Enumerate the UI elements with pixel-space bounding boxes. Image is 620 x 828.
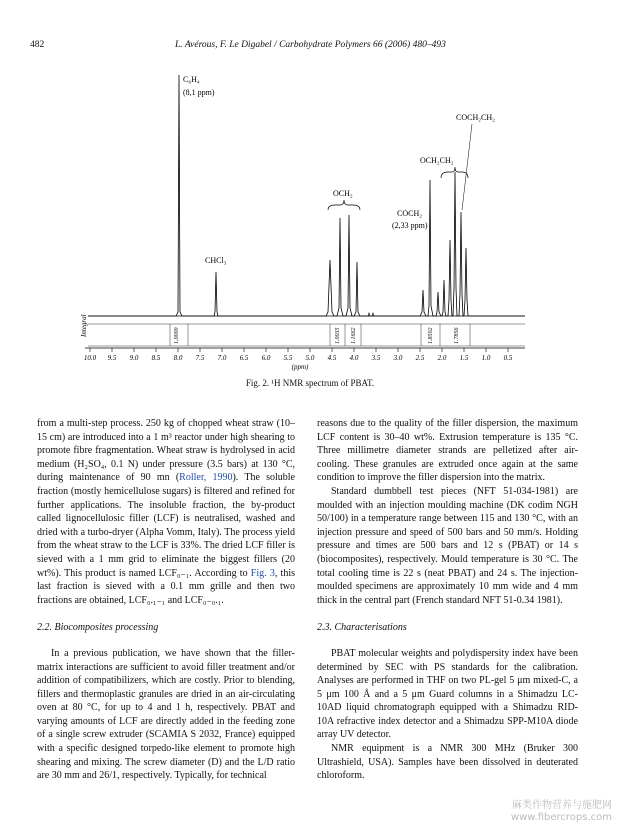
label-c6h4-ppm: (8,1 ppm)	[183, 88, 215, 97]
integral-value: 1.8502	[428, 327, 434, 344]
x-axis-tick-label: 0.5	[503, 354, 513, 362]
x-axis-ticks	[84, 348, 513, 362]
running-header-citation: L. Avérous, F. Le Digabel / Carbohydrate Polymers 66 (2006) 480–493	[175, 40, 446, 50]
integral-brackets	[170, 324, 470, 346]
nmr-spectrum-figure	[0, 0, 620, 375]
label-och2: OCH₂	[333, 189, 353, 198]
label-coch2ch2: COCH₂CH₂	[456, 113, 495, 122]
bracket-och2ch2	[441, 167, 468, 178]
x-axis-tick-label: 10.0	[83, 354, 97, 362]
x-axis-tick-label: 8.5	[151, 354, 161, 362]
x-axis-tick-label: 9.5	[107, 354, 117, 362]
x-axis-tick-label: 9.0	[129, 354, 139, 362]
x-axis-tick-label: 2.5	[415, 354, 425, 362]
label-coch2: COCH₂	[397, 209, 423, 218]
label-coch2-ppm: (2,33 ppm)	[392, 221, 428, 230]
integral-value: 1.7856	[454, 327, 460, 344]
right-paragraph-2: Standard dumbbell test pieces (NFT 51-034-1981) are moulded with an injection moulding machine (DK codim NGH 50/100) in a temperature range between 115 and 130 °C, with an injection pressure and speed of 500 bars and 50 mm/s. Holding pressure and times are 500 bars and 12 s (PBAT) or 14 s (biocomposites), respectively. Mould temperature is 30 °C. The total cooling time is 22 s (neat PBAT) and 24 s. The injection-moulded specimens are approximately 10 mm wide and 4 mm thick in the central part (French standard NFT 51-0.34 1981).	[317, 485, 578, 606]
leader-coch2ch2	[462, 124, 472, 210]
integral-value: 1.1662	[351, 327, 357, 344]
x-axis-tick-label: 1.0	[481, 354, 491, 362]
label-och2ch2: OCH₂CH₂	[420, 156, 454, 165]
right-paragraph-3: PBAT molecular weights and polydispersity index have been determined by SEC with PS standards for the calibration. Analyses are performed in THF on two PL-gel 5 μm mixed-C, a 5 μm 100 Å and a 5 μm Guard columns in a Shimadzu LC-10AD liquid chromatograph equipped with a Shimadzu RID-10A refractive index detector and a Shimadzu SPP-M10A diode array UV detector.	[317, 647, 578, 741]
x-axis-tick-label: 3.0	[393, 354, 403, 362]
integral-value: 1.0000	[174, 327, 180, 344]
x-axis-tick-label: 3.5	[371, 354, 381, 362]
label-chcl3: CHCl₃	[205, 256, 227, 265]
left-column	[37, 417, 295, 783]
figure-link-fig3[interactable]: Fig. 3	[250, 567, 275, 579]
page-number: 482	[30, 40, 45, 50]
right-paragraph-4: NMR equipment is a NMR 300 MHz (Bruker 300 Ultrashield, USA). Samples have been dissolved in deuterated chloroform.	[317, 743, 578, 782]
x-axis-tick-label: 6.0	[261, 354, 271, 362]
bracket-och2	[328, 200, 360, 210]
section-heading-2-2: 2.2. Biocomposites processing	[37, 622, 159, 634]
left-paragraph-2: In a previous publication, we have shown that the filler-matrix interactions are sufficient to avoid filler treatment and/or addition of compatibilizers, which are costly. Prior to blending, fillers and thermoplastic granules are dried in an air-circulating oven at 80 °C, for up to 4 and 1 h, respectively. PBAT and varying amounts of LCF are directly added in the feeding zone of a single screw extruder (SCAMIA S 2032, France) equipped with a specific designed torpedo-like element to promote high shearing and mixing. The screw diameter (D) and the L/D ratio are 30 mm and 26/1, respectively. Typically, for technical	[37, 647, 295, 782]
integral-axis-label: Integral	[80, 314, 88, 337]
label-c6h4: C₆H₄	[183, 75, 200, 84]
x-axis-tick-label: 5.5	[283, 354, 293, 362]
integral-value: 1.0035	[335, 327, 341, 344]
left-paragraph-1: from a multi-step process. 250 kg of chopped wheat straw (10–15 cm) are introduced into a 1 m³ reactor under high shearing to promote fibre fragmentation. Wheat straw is hydrolysed in acid medium (H₂SO₄, 0.1 N) under pressure (3.5 bars) at 130 °C, during maintenance of 90 mn (Roller, 1990). The soluble fraction (mostly hemicellulose sugars) is filtered and refined for further applications. The insoluble fraction, the by-product called lignocellulosic filler (LCF) is neutralised, washed and dried with a turbo-dryer (Alpha Vomm, Italy). The process yield from the wheat straw to the LCF is 33%. The dried LCF filler is sieved with a 1 mm grid to eliminate the biggest fillers (20 wt%). This product is named LCF₀₋₁. According to Fig. 3, this last fraction is sieved with a 0.1 mm grille and then two fractions are obtained, LCF₀.₁₋₁ and LCF₀₋₀.₁.	[37, 418, 295, 606]
x-axis-tick-label: 4.5	[327, 354, 337, 362]
x-axis-tick-label: 5.0	[305, 354, 315, 362]
x-axis-unit: (ppm)	[291, 363, 309, 371]
x-axis-tick-label: 2.0	[437, 354, 447, 362]
citation-link-roller[interactable]: Roller, 1990	[179, 472, 233, 484]
x-axis-tick-label: 6.5	[239, 354, 249, 362]
x-axis-tick-label: 7.0	[217, 354, 227, 362]
right-paragraph-1: reasons due to the quality of the filler dispersion, the maximum LCF content is 30–40 wt%. Extrusion temperature is 135 °C. Three millimetre diameter strands are pelletized after air-cooling. These granules are extruded once again at the same condition to improve the filler dispersion into the matrix.	[317, 418, 578, 484]
x-axis-tick-label: 4.0	[349, 354, 359, 362]
x-axis-tick-label: 1.5	[459, 354, 469, 362]
spectrum-trace	[88, 75, 525, 316]
right-column	[317, 417, 578, 783]
x-axis-tick-label: 7.5	[195, 354, 205, 362]
figure-caption: Fig. 2. ¹H NMR spectrum of PBAT.	[245, 378, 375, 388]
x-axis-tick-label: 8.0	[173, 354, 183, 362]
watermark: 麻类作物营养与施肥网 www.fibercrops.com	[510, 800, 612, 823]
section-heading-2-3: 2.3. Characterisations	[317, 622, 407, 634]
